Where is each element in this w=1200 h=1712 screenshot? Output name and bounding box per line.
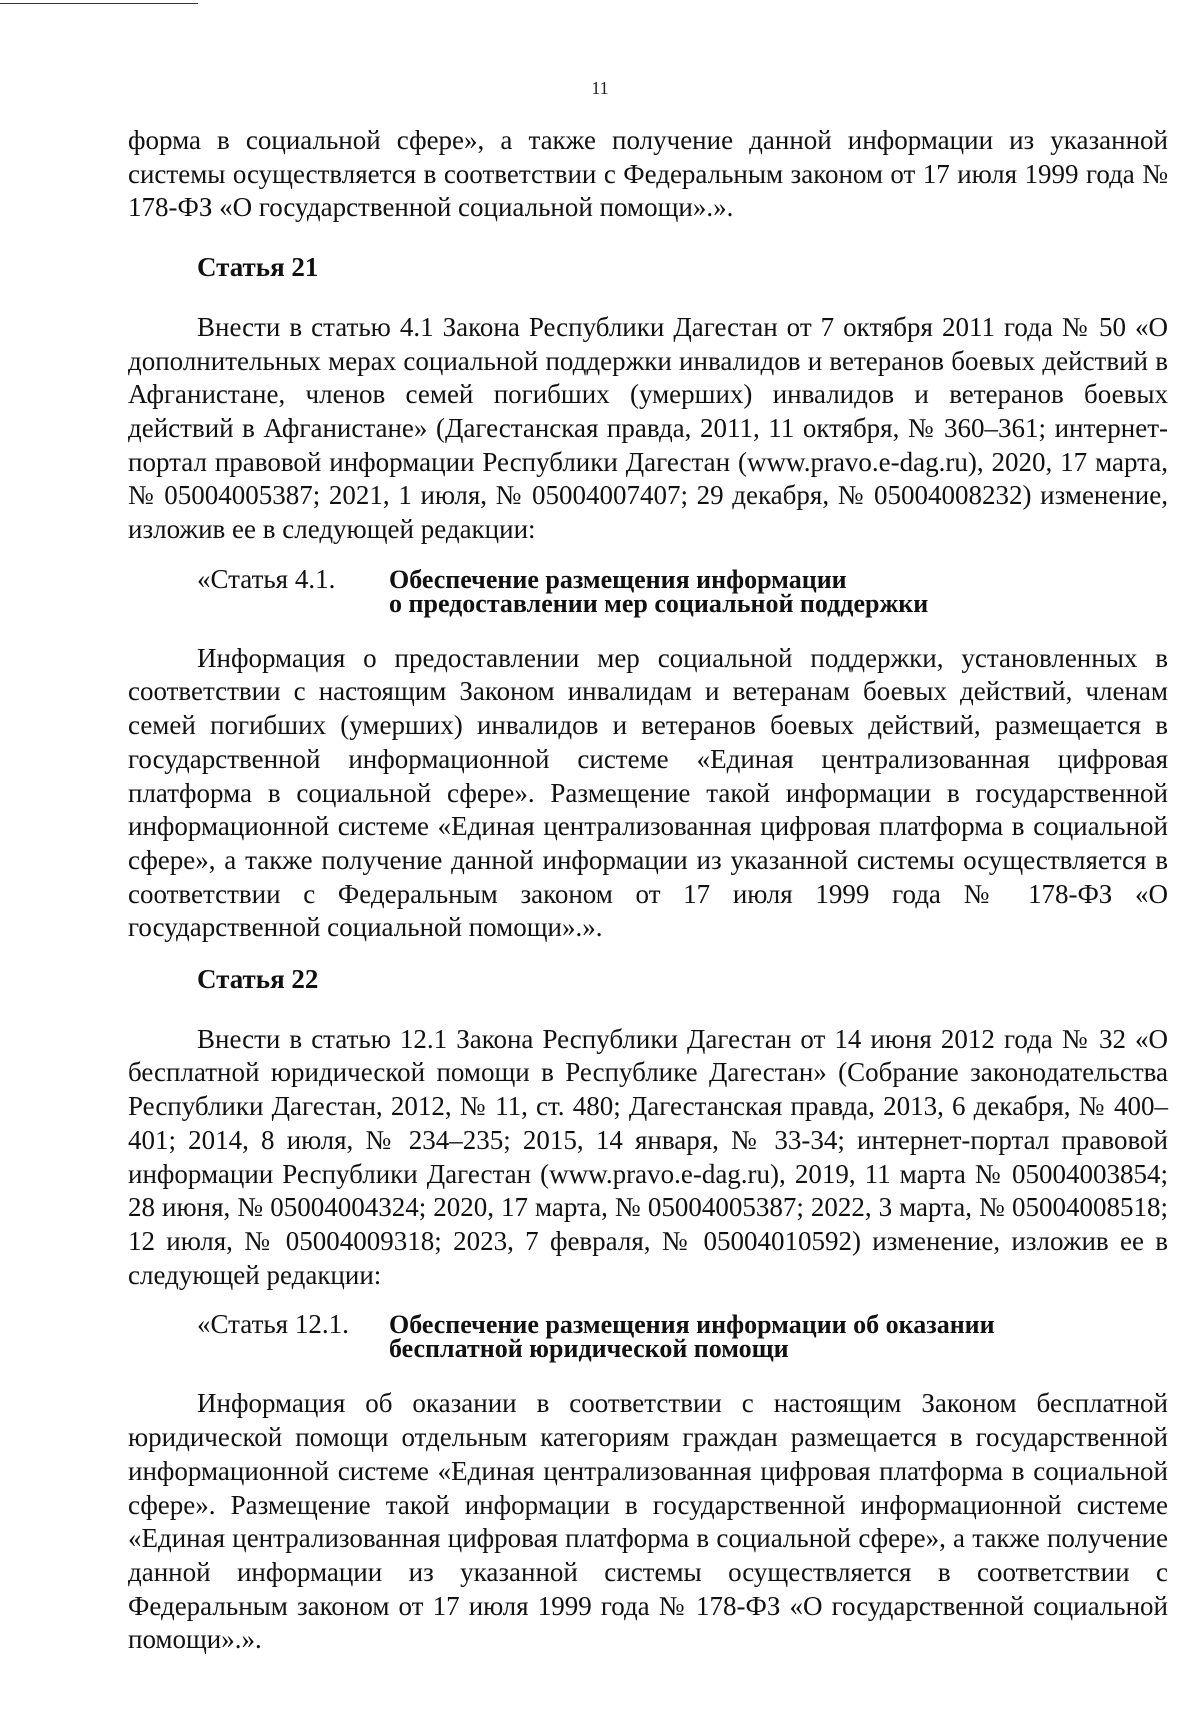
article-12-1-title-line-1: Обеспечение размещения информации об оказании	[389, 1310, 995, 1340]
article-21-body: Внести в статью 4.1 Закона Республики Дагестан от 7 октября 2011 года № 50 «О дополнительных мерах социальной поддержки инвалидов и ветеранов боевых действий в Афганистане, членов семей погибших (умерших) инвалидов и ветеранов боевых действий в Афганистане» (Дагестанская правда, 2011, 11 октября, № 360–361; интернет-портал правовой информации Республики Дагестан (www.pravo.e-dag.ru), 2020, 17 марта, № 05004005387; 2021, 1 июля, № 05004007407; 29 декабря, № 05004008232) изменение, изложив ее в следующей редакции:	[128, 311, 1168, 545]
intro-paragraph: форма в социальной сфере», а также получение данной информации из указанной системы осуществляется в соответствии с Федеральным законом от 17 июля 1999 года № 178-ФЗ «О государственной социальной помощи».».	[128, 125, 1168, 223]
article-4-1-number: «Статья 4.1.	[197, 563, 336, 594]
article-12-1-title-block	[128, 1308, 1168, 1364]
article-4-1-title	[389, 563, 928, 616]
article-12-1-text: Информация об оказании в соответствии с настоящим Законом бесплатной юридической помощи отдельным категориям граждан размещается в государственной информационной системе «Единая централизованная цифровая платформа в социальной сфере». Размещение такой информации в государственной информационной системе «Единая централизованная цифровая платформа в социальной сфере», а также получение данной информации из указанной системы осуществляется в соответствии с Федеральным законом от 17 июля 1999 года № 178-ФЗ «О государственной социальной помощи».».	[128, 1388, 1168, 1655]
article-4-1-title-line-2: о предоставлении мер социальной поддержки	[389, 588, 929, 618]
page-number: 11	[591, 78, 609, 98]
article-22-heading: Статья 22	[197, 964, 319, 995]
article-4-1-title-line-1: Обеспечение размещения информации	[389, 564, 847, 594]
article-12-1-title-line-2: бесплатной юридической помощи	[389, 1334, 789, 1364]
article-22-body: Внести в статью 12.1 Закона Республики Дагестан от 14 июня 2012 года № 32 «О бесплатной юридической помощи в Республике Дагестан» (Собрание законодательства Республики Дагестан, 2012, № 11, ст. 480; Дагестанская правда, 2013, 6 декабря, № 400–401; 2014, 8 июля, № 234–235; 2015, 14 января, № 33-34; интернет-портал правовой информации Республики Дагестан (www.pravo.e-dag.ru), 2019, 11 марта № 05004003854; 28 июня, № 05004004324; 2020, 17 марта, № 05004005387; 2022, 3 марта, № 05004008518; 12 июля, № 05004009318; 2023, 7 февраля, № 05004010592) изменение, изложив ее в следующей редакции:	[128, 1023, 1168, 1290]
article-4-1-text: Информация о предоставлении мер социальной поддержки, установленных в соответствии с настоящим Законом инвалидам и ветеранам боевых действий, членам семей погибших (умерших) инвалидов и ветеранов боевых действий, размещается в государственной информационной системе «Единая централизованная цифровая платформа в социальной сфере». Размещение такой информации в государственной информационной системе «Единая централизованная цифровая платформа в социальной сфере», а также получение данной информации из указанной системы осуществляется в соответствии с Федеральным законом от 17 июля 1999 года № 178-ФЗ «О государственной социальной помощи».».	[128, 642, 1168, 943]
article-12-1-title	[389, 1308, 995, 1364]
article-4-1-title-block	[128, 563, 1168, 616]
article-21-heading: Статья 21	[197, 252, 319, 283]
document-body	[128, 124, 1168, 1657]
top-left-rule	[0, 3, 198, 4]
article-12-1-number: «Статья 12.1.	[197, 1309, 349, 1340]
